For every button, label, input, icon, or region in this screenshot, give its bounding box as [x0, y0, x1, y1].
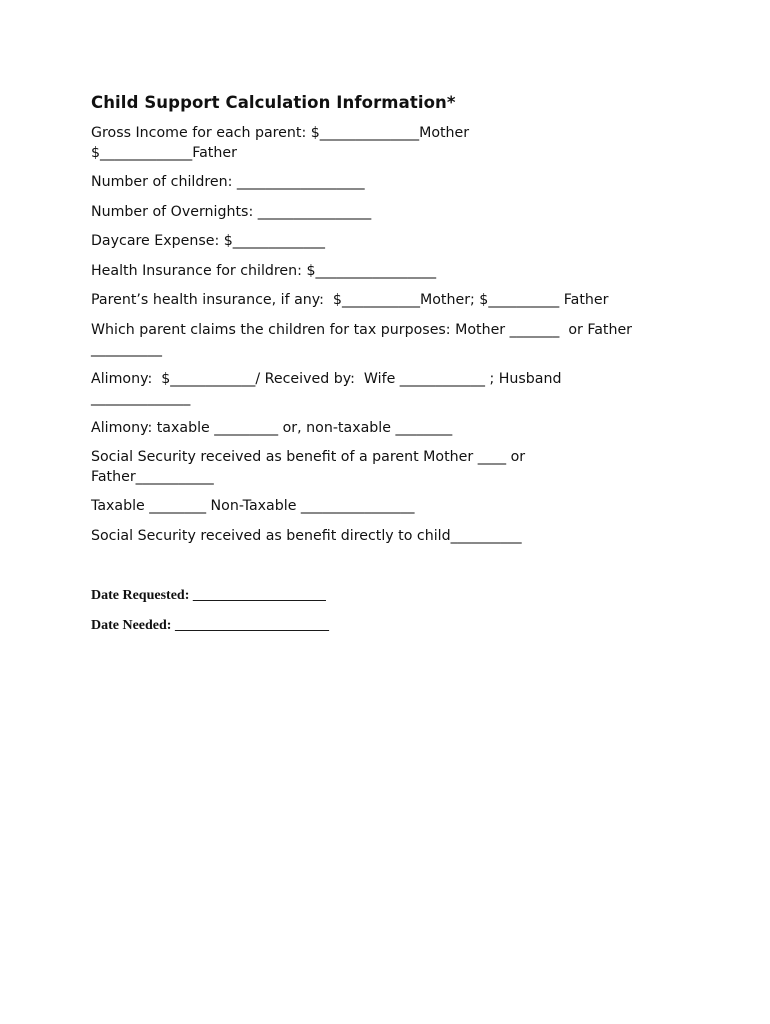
alimony-amount-line: Alimony: $____________/ Received by: Wife ____________ ; Husband ______________ [91, 370, 562, 406]
date-needed-line: Date Needed: ______________________ [91, 618, 329, 633]
date-requested-line: Date Requested: ___________________ [91, 588, 326, 603]
gross-income-line: Gross Income for each parent: $______________Mother $_____________Father [91, 125, 470, 161]
parent-health-insurance-line: Parent’s health insurance, if any: $___________Mother; $__________ Father [91, 292, 609, 308]
taxable-status-line: Taxable ________ Non-Taxable ________________ [91, 498, 415, 514]
number-of-children-line: Number of children: __________________ [91, 174, 365, 190]
health-insurance-children-line: Health Insurance for children: $_________________ [91, 262, 437, 279]
social-security-parent-line: Social Security received as benefit of a parent Mother ____ or Father___________ [91, 449, 526, 485]
form-content [91, 92, 691, 646]
daycare-expense-line: Daycare Expense: $_____________ [91, 233, 326, 249]
spacer [91, 556, 691, 586]
tax-claim-line: Which parent claims the children for tax purposes: Mother _______ or Father __________ [91, 321, 633, 357]
number-of-overnights-line: Number of Overnights: ________________ [91, 203, 372, 220]
alimony-taxable-line: Alimony: taxable _________ or, non-taxable ________ [91, 419, 453, 436]
form-title: Child Support Calculation Information* [91, 93, 456, 112]
social-security-child-line: Social Security received as benefit directly to child__________ [91, 527, 522, 544]
